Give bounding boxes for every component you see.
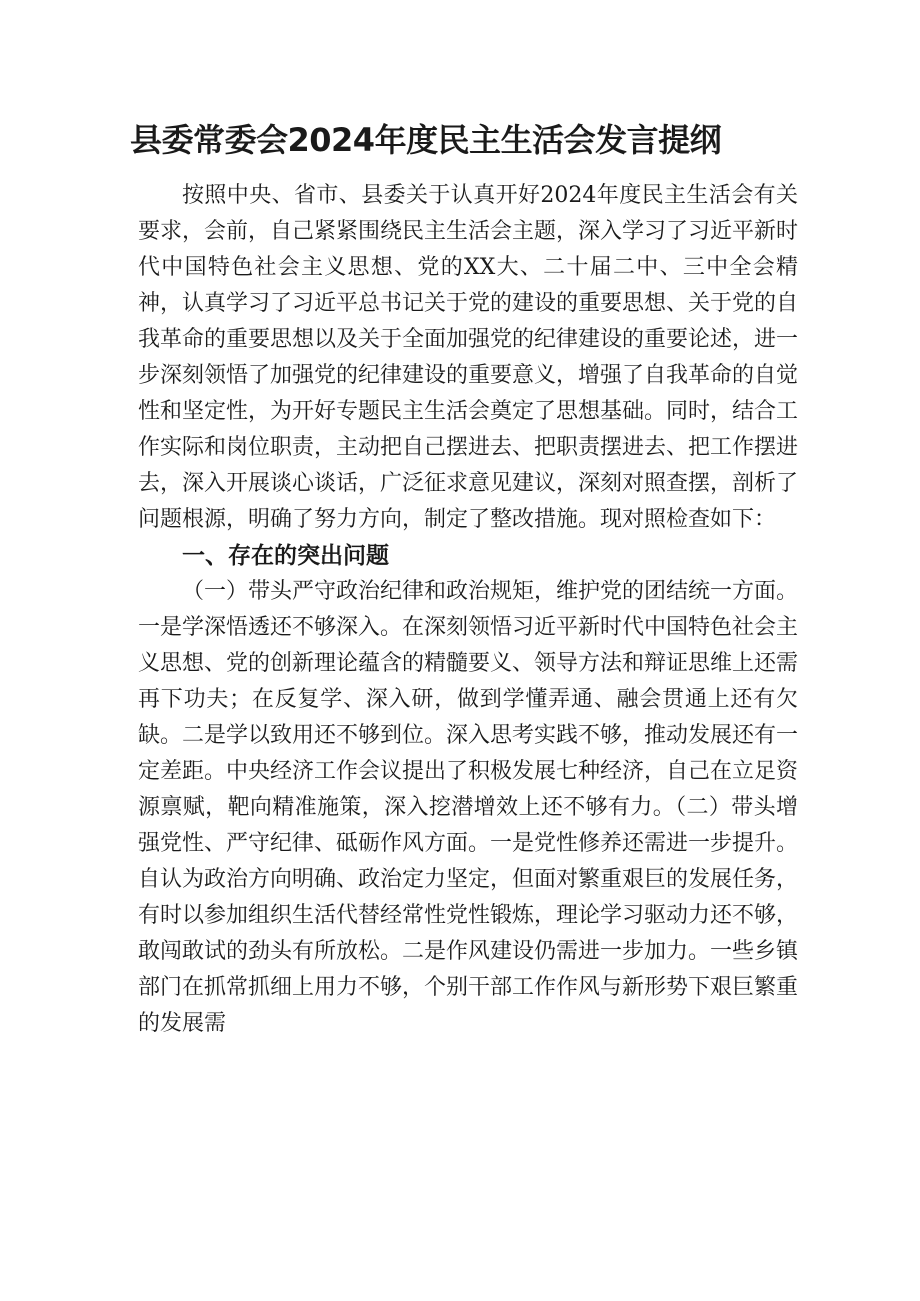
document-body — [138, 178, 798, 1042]
document-title: 县委常委会2024年度民主生活会发言提纲 — [130, 121, 722, 159]
section-paragraph: （一）带头严守政治纪律和政治规矩，维护党的团结统一方面。一是学深悟透还不够深入。在深刻领悟习近平新时代中国特色社会主义思想、党的创新理论蕴含的精髓要义、领导方法和辩证思维上还需再下功夫；在反复学、深入研，做到学懂弄通、融会贯通上还有欠缺。二是学以致用还不够到位。深入思考实践不够，推动发展还有一定差距。中央经济工作会议提出了积极发展七种经济，自己在立足资源禀赋，靶向精准施策，深入挖潜增效上还不够有力。（二）带头增强党性、严守纪律、砥砺作风方面。一是党性修养还需进一步提升。自认为政治方向明确、政治定力坚定，但面对繁重艰巨的发展任务，有时以参加组织生活代替经常性党性锻炼，理论学习驱动力还不够，敢闯敢试的劲头有所放松。二是作风建设仍需进一步加力。一些乡镇部门在抓常抓细上用力不够，个别干部工作作风与新形势下艰巨繁重的发展需 — [138, 579, 799, 1036]
intro-paragraph: 按照中央、省市、县委关于认真开好2024年度民主生活会有关要求，会前，自己紧紧围绕民主生活会主题，深入学习了习近平新时代中国特色社会主义思想、党的XX大、二十届二中、三中全会精神，认真学习了习近平总书记关于党的建设的重要思想、关于党的自我革命的重要思想以及关于全面加强党的纪律建设的重要论述，进一步深刻领悟了加强党的纪律建设的重要意义，增强了自我革命的自觉性和坚定性，为开好专题民主生活会奠定了思想基础。同时，结合工作实际和岗位职责，主动把自己摆进去、把职责摆进去、把工作摆进去，深入开展谈心谈话，广泛征求意见建议，深刻对照查摆，剖析了问题根源，明确了努力方向，制定了整改措施。现对照检查如下： — [138, 183, 799, 532]
section-heading: 一、存在的突出问题 — [182, 543, 389, 569]
